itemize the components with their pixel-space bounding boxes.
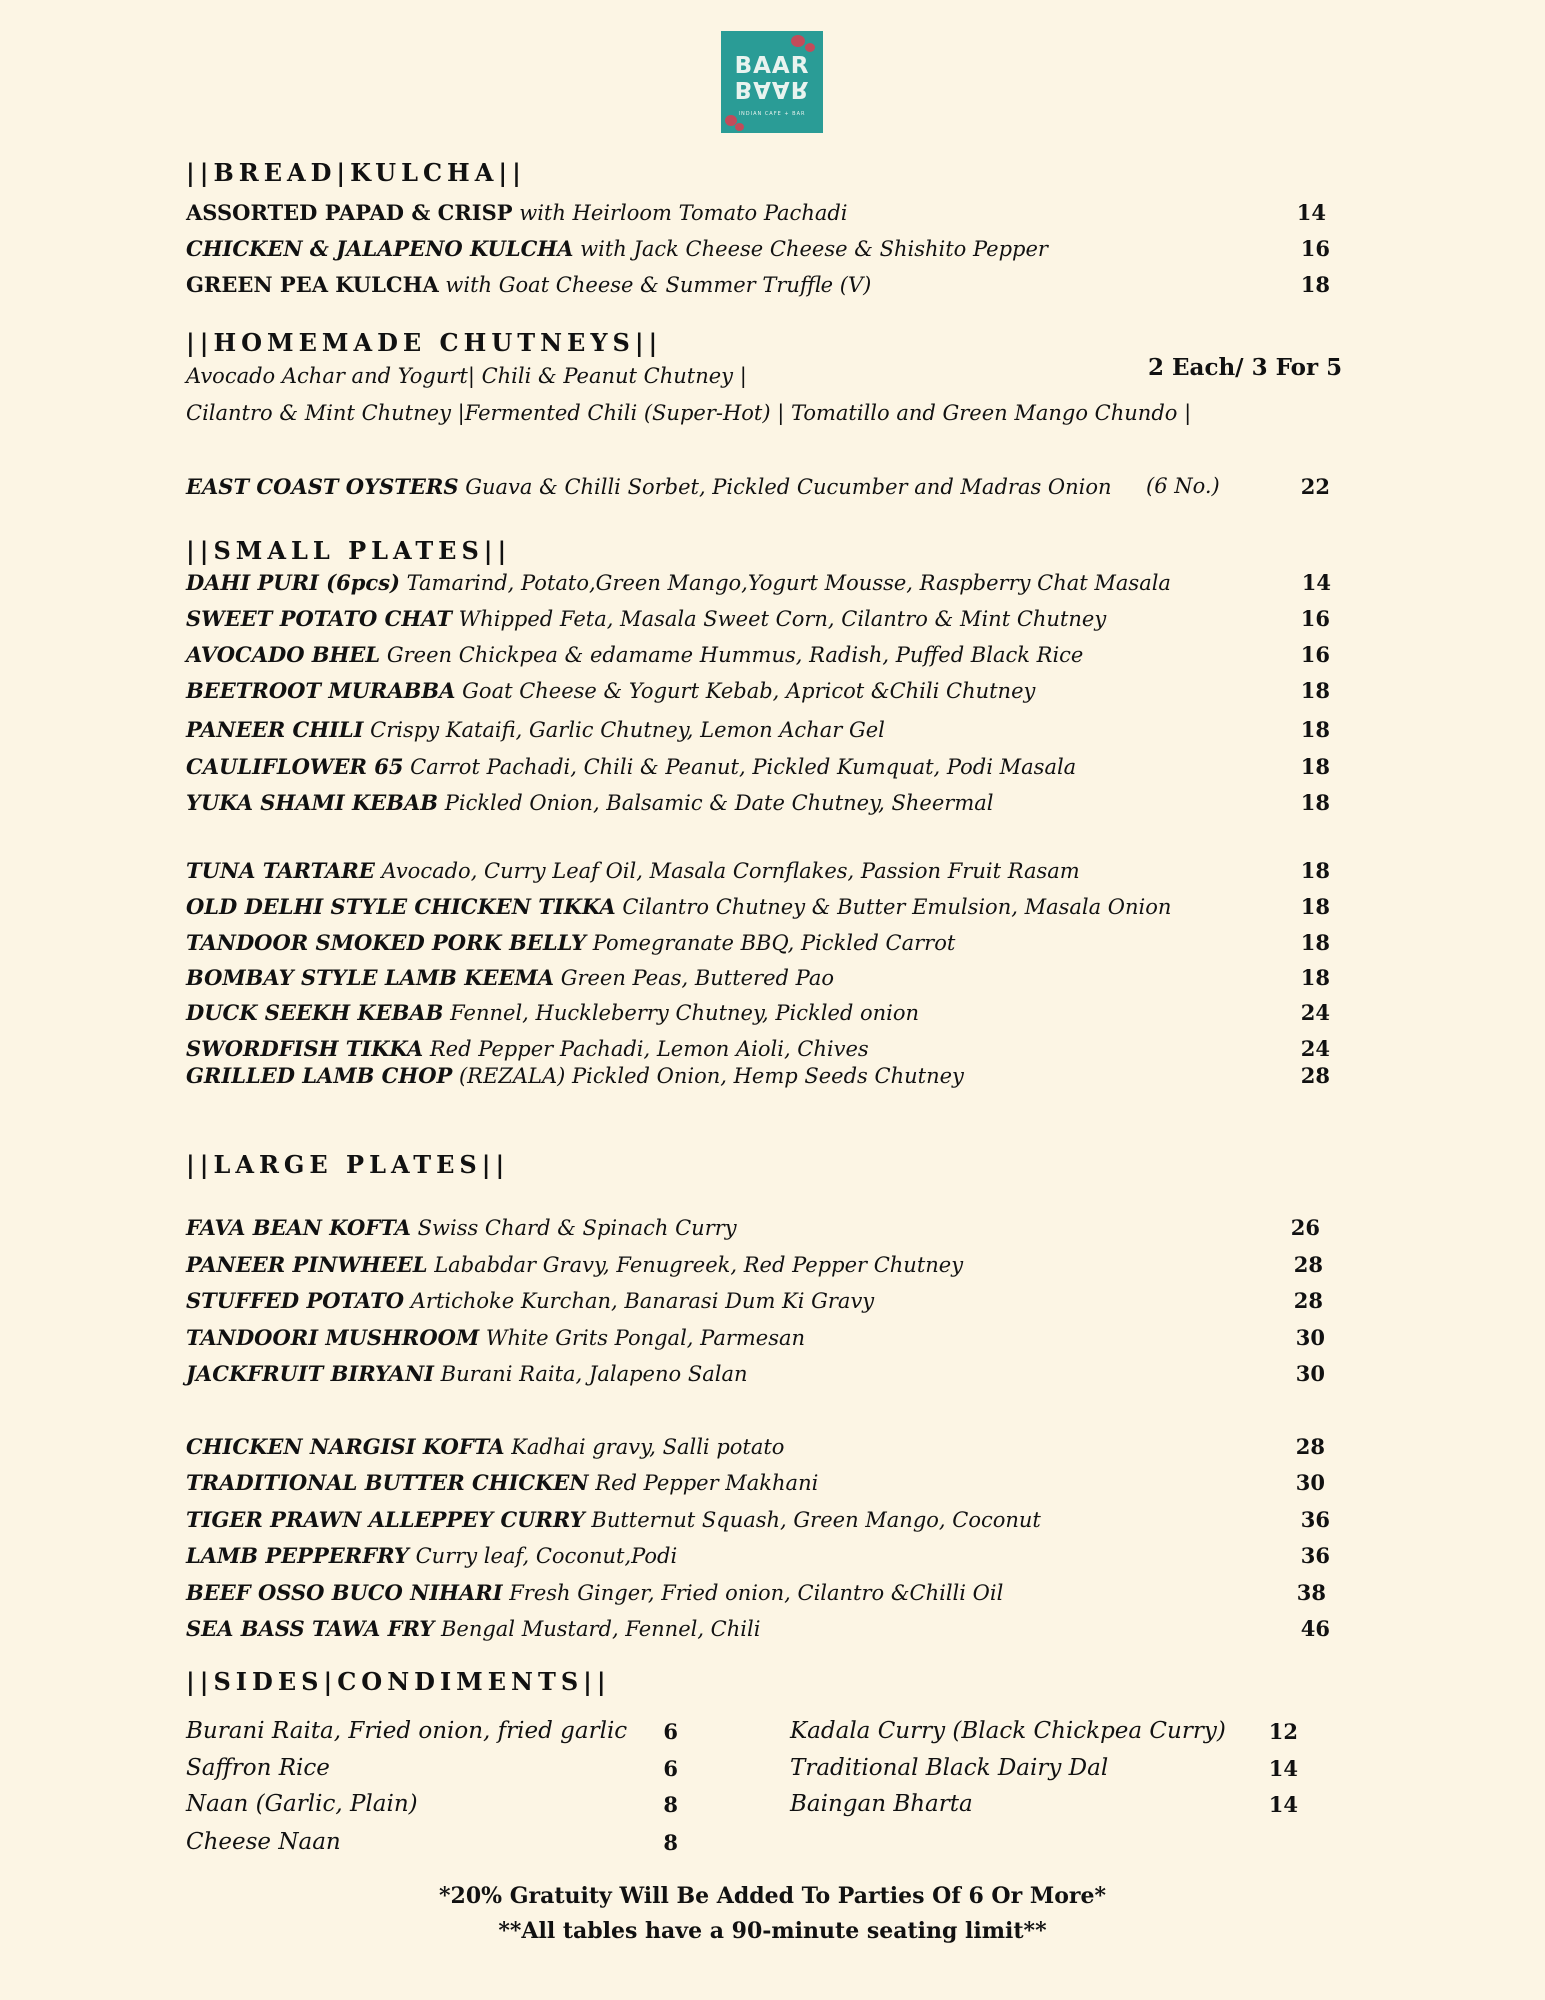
item-name: TANDOORI MUSHROOM [186, 1325, 480, 1350]
item-quantity: (6 No.) [1146, 474, 1220, 498]
item-desc: Swiss Chard & Spinach Curry [410, 1216, 737, 1240]
menu-item [186, 606, 1106, 631]
menu-item [186, 642, 1083, 667]
item-desc: Fennel, Huckleberry Chutney, Pickled onion [443, 1001, 920, 1025]
item-name: LAMB PEPPERFRY [186, 1543, 409, 1568]
logo-flower-decoration [805, 43, 815, 52]
item-name: TIGER PRAWN ALLEPPEY CURRY [186, 1507, 585, 1532]
item-name: STUFFED POTATO [186, 1288, 405, 1313]
menu-item [186, 1063, 964, 1088]
item-desc: Kadhai gravy, Salli potato [504, 1435, 785, 1459]
menu-item [186, 965, 834, 990]
side-item-price: 6 [663, 1719, 678, 1744]
menu-item [186, 790, 993, 815]
menu-item [186, 1434, 784, 1459]
menu-item [186, 1215, 737, 1240]
menu-item [186, 1000, 919, 1025]
menu-item [186, 1288, 874, 1313]
item-price: 18 [1300, 858, 1330, 883]
menu-item [186, 1470, 818, 1495]
item-desc: Carrot Pachadi, Chili & Peanut, Pickled Kumquat, Podi Masala [403, 755, 1077, 779]
item-price: 28 [1295, 1434, 1325, 1459]
logo-word-bottom: BAAR [734, 76, 810, 102]
item-name: PANEER PINWHEEL [186, 1252, 428, 1277]
item-name: SEA BASS TAWA FRY [186, 1616, 435, 1641]
item-price: 36 [1300, 1507, 1330, 1532]
item-name: EAST COAST OYSTERS [186, 474, 459, 499]
menu-item [186, 1507, 1041, 1532]
item-price: 16 [1300, 606, 1330, 631]
item-name: DAHI PURI (6pcs) [186, 570, 400, 595]
item-name: BOMBAY STYLE LAMB KEEMA [186, 965, 555, 990]
item-desc: with Heirloom Tomato Pachadi [512, 201, 848, 225]
item-desc: Artichoke Kurchan, Banarasi Dum Ki Gravy [404, 1289, 875, 1313]
item-desc: Pickled Onion, Balsamic & Date Chutney, Sheermal [438, 791, 994, 815]
menu-item [186, 200, 848, 225]
item-price: 18 [1300, 717, 1330, 742]
section-heading-chutneys: ||HOMEMADE CHUTNEYS|| [186, 328, 663, 357]
item-price: 16 [1300, 642, 1330, 667]
item-name: OLD DELHI STYLE CHICKEN TIKKA [186, 894, 616, 919]
menu-item [186, 1361, 748, 1386]
menu-item [186, 1325, 805, 1350]
item-price: 28 [1293, 1288, 1323, 1313]
item-name: TUNA TARTARE [186, 858, 375, 883]
menu-item [186, 1580, 1003, 1605]
menu-item [186, 1036, 869, 1061]
menu-item [186, 1252, 963, 1277]
item-desc: (REZALA) Pickled Onion, Hemp Seeds Chutney [452, 1064, 964, 1088]
logo-word-top: BAAR [734, 53, 810, 79]
item-price: 24 [1300, 1036, 1330, 1061]
item-desc: Burani Raita, Jalapeno Salan [433, 1362, 748, 1386]
item-desc: Green Peas, Buttered Pao [554, 966, 835, 990]
item-price: 38 [1296, 1580, 1326, 1605]
item-price: 22 [1300, 474, 1330, 499]
item-price: 26 [1290, 1215, 1320, 1240]
chutney-list-line: Cilantro & Mint Chutney |Fermented Chili (Super-Hot) | Tomatillo and Green Mango Chundo | [186, 401, 1192, 425]
item-name: GRILLED LAMB CHOP [186, 1063, 453, 1088]
menu-item [186, 754, 1076, 779]
section-heading-bread: ||BREAD|KULCHA|| [186, 158, 526, 187]
item-name: BEETROOT MURABBA [186, 678, 456, 703]
item-price: 28 [1293, 1252, 1323, 1277]
item-desc: White Grits Pongal, Parmesan [479, 1326, 806, 1350]
side-item-name: Traditional Black Dairy Dal [790, 1755, 1109, 1781]
item-desc: Crispy Kataifi, Garlic Chutney, Lemon Achar Gel [363, 718, 885, 742]
item-name: ASSORTED PAPAD & CRISP [186, 200, 513, 225]
item-desc: Avocado, Curry Leaf Oil, Masala Cornflakes, Passion Fruit Rasam [374, 859, 1080, 883]
menu-item [186, 678, 1035, 703]
item-desc: Tamarind, Potato,Green Mango,Yogurt Mousse, Raspberry Chat Masala [399, 571, 1171, 595]
item-name: TRADITIONAL BUTTER CHICKEN [186, 1470, 589, 1495]
menu-item [186, 894, 1171, 919]
item-desc: Guava & Chilli Sorbet, Pickled Cucumber and Madras Onion [458, 475, 1112, 499]
section-heading-large-plates: ||LARGE PLATES|| [186, 1150, 510, 1179]
item-name: YUKA SHAMI KEBAB [186, 790, 439, 815]
item-desc: Butternut Squash, Green Mango, Coconut [584, 1508, 1041, 1532]
item-name: PANEER CHILI [186, 717, 364, 742]
seating-limit-note: **All tables have a 90-minute seating limit** [498, 1918, 1047, 1944]
item-desc: Green Chickpea & edamame Hummus, Radish, Puffed Black Rice [380, 643, 1084, 667]
item-price: 18 [1300, 754, 1330, 779]
item-name: CAULIFLOWER 65 [186, 754, 404, 779]
logo-tagline: INDIAN CAFE + BAR [738, 111, 806, 117]
side-item-price: 6 [663, 1756, 678, 1781]
side-item-name: Naan (Garlic, Plain) [186, 1791, 418, 1817]
menu-item [186, 1543, 677, 1568]
item-name: GREEN PEA KULCHA [186, 272, 439, 297]
item-price: 18 [1300, 965, 1330, 990]
item-name: CHICKEN & JALAPENO KULCHA [186, 236, 574, 261]
item-desc: with Goat Cheese & Summer Truffle (V) [438, 273, 872, 297]
item-desc: Lababdar Gravy, Fenugreek, Red Pepper Chutney [427, 1253, 964, 1277]
item-price: 16 [1300, 236, 1330, 261]
item-desc: Cilantro Chutney & Butter Emulsion, Masala Onion [615, 895, 1172, 919]
item-price: 30 [1295, 1325, 1325, 1350]
menu-item [186, 858, 1080, 883]
item-desc: Red Pepper Pachadi, Lemon Aioli, Chives [423, 1037, 869, 1061]
item-price: 24 [1300, 1000, 1330, 1025]
logo [721, 31, 823, 133]
menu-item [186, 1616, 760, 1641]
item-price: 14 [1296, 200, 1326, 225]
item-desc: Pomegranate BBQ, Pickled Carrot [586, 931, 956, 955]
side-item-price: 14 [1268, 1756, 1298, 1781]
item-name: AVOCADO BHEL [186, 642, 381, 667]
item-price: 18 [1300, 272, 1330, 297]
menu-item [186, 930, 955, 955]
item-price: 46 [1300, 1616, 1330, 1641]
item-price: 30 [1295, 1470, 1325, 1495]
section-heading-sides: ||SIDES|CONDIMENTS|| [186, 1667, 611, 1696]
item-name: JACKFRUIT BIRYANI [186, 1361, 434, 1386]
side-item-name: Cheese Naan [186, 1829, 341, 1855]
item-name: SWORDFISH TIKKA [186, 1036, 424, 1061]
side-item-price: 12 [1268, 1719, 1298, 1744]
item-name: FAVA BEAN KOFTA [186, 1215, 411, 1240]
side-item-price: 8 [663, 1830, 678, 1855]
item-desc: Curry leaf, Coconut,Podi [408, 1544, 678, 1568]
item-price: 14 [1301, 570, 1331, 595]
side-item-price: 14 [1268, 1792, 1298, 1817]
chutney-price: 2 Each/ 3 For 5 [1148, 354, 1343, 381]
menu-item [186, 570, 1171, 595]
item-name: TANDOOR SMOKED PORK BELLY [186, 930, 587, 955]
item-price: 18 [1300, 790, 1330, 815]
item-price: 30 [1295, 1361, 1325, 1386]
side-item-price: 8 [663, 1792, 678, 1817]
chutney-list-line: Avocado Achar and Yogurt| Chili & Peanut Chutney | [186, 364, 747, 388]
side-item-name: Baingan Bharta [790, 1791, 973, 1817]
item-price: 36 [1300, 1543, 1330, 1568]
gratuity-note: *20% Gratuity Will Be Added To Parties Of 6 Or More* [439, 1883, 1106, 1909]
logo-flower-decoration [735, 123, 744, 131]
item-name: CHICKEN NARGISI KOFTA [186, 1434, 505, 1459]
section-heading-small-plates: ||SMALL PLATES|| [186, 536, 512, 565]
item-name: BEEF OSSO BUCO NIHARI [186, 1580, 503, 1605]
menu-item [186, 474, 1112, 499]
side-item-name: Saffron Rice [186, 1755, 330, 1781]
menu-item [186, 717, 885, 742]
item-desc: Whipped Feta, Masala Sweet Corn, Cilantro & Mint Chutney [451, 607, 1107, 631]
item-price: 28 [1300, 1063, 1330, 1088]
item-price: 18 [1300, 894, 1330, 919]
item-name: SWEET POTATO CHAT [186, 606, 452, 631]
item-price: 18 [1300, 678, 1330, 703]
menu-item [186, 272, 871, 297]
item-price: 18 [1300, 930, 1330, 955]
item-desc: Bengal Mustard, Fennel, Chili [434, 1617, 761, 1641]
logo-flower-decoration [791, 35, 805, 47]
side-item-name: Kadala Curry (Black Chickpea Curry) [790, 1718, 1226, 1744]
item-desc: Goat Cheese & Yogurt Kebab, Apricot &Chili Chutney [455, 679, 1036, 703]
menu-item [186, 236, 1048, 261]
side-item-name: Burani Raita, Fried onion, fried garlic [186, 1718, 628, 1744]
item-desc: Fresh Ginger, Fried onion, Cilantro &Chilli Oil [502, 1581, 1004, 1605]
item-name: DUCK SEEKH KEBAB [186, 1000, 444, 1025]
item-desc: Red Pepper Makhani [588, 1471, 819, 1495]
item-desc: with Jack Cheese Cheese & Shishito Pepper [573, 237, 1048, 261]
